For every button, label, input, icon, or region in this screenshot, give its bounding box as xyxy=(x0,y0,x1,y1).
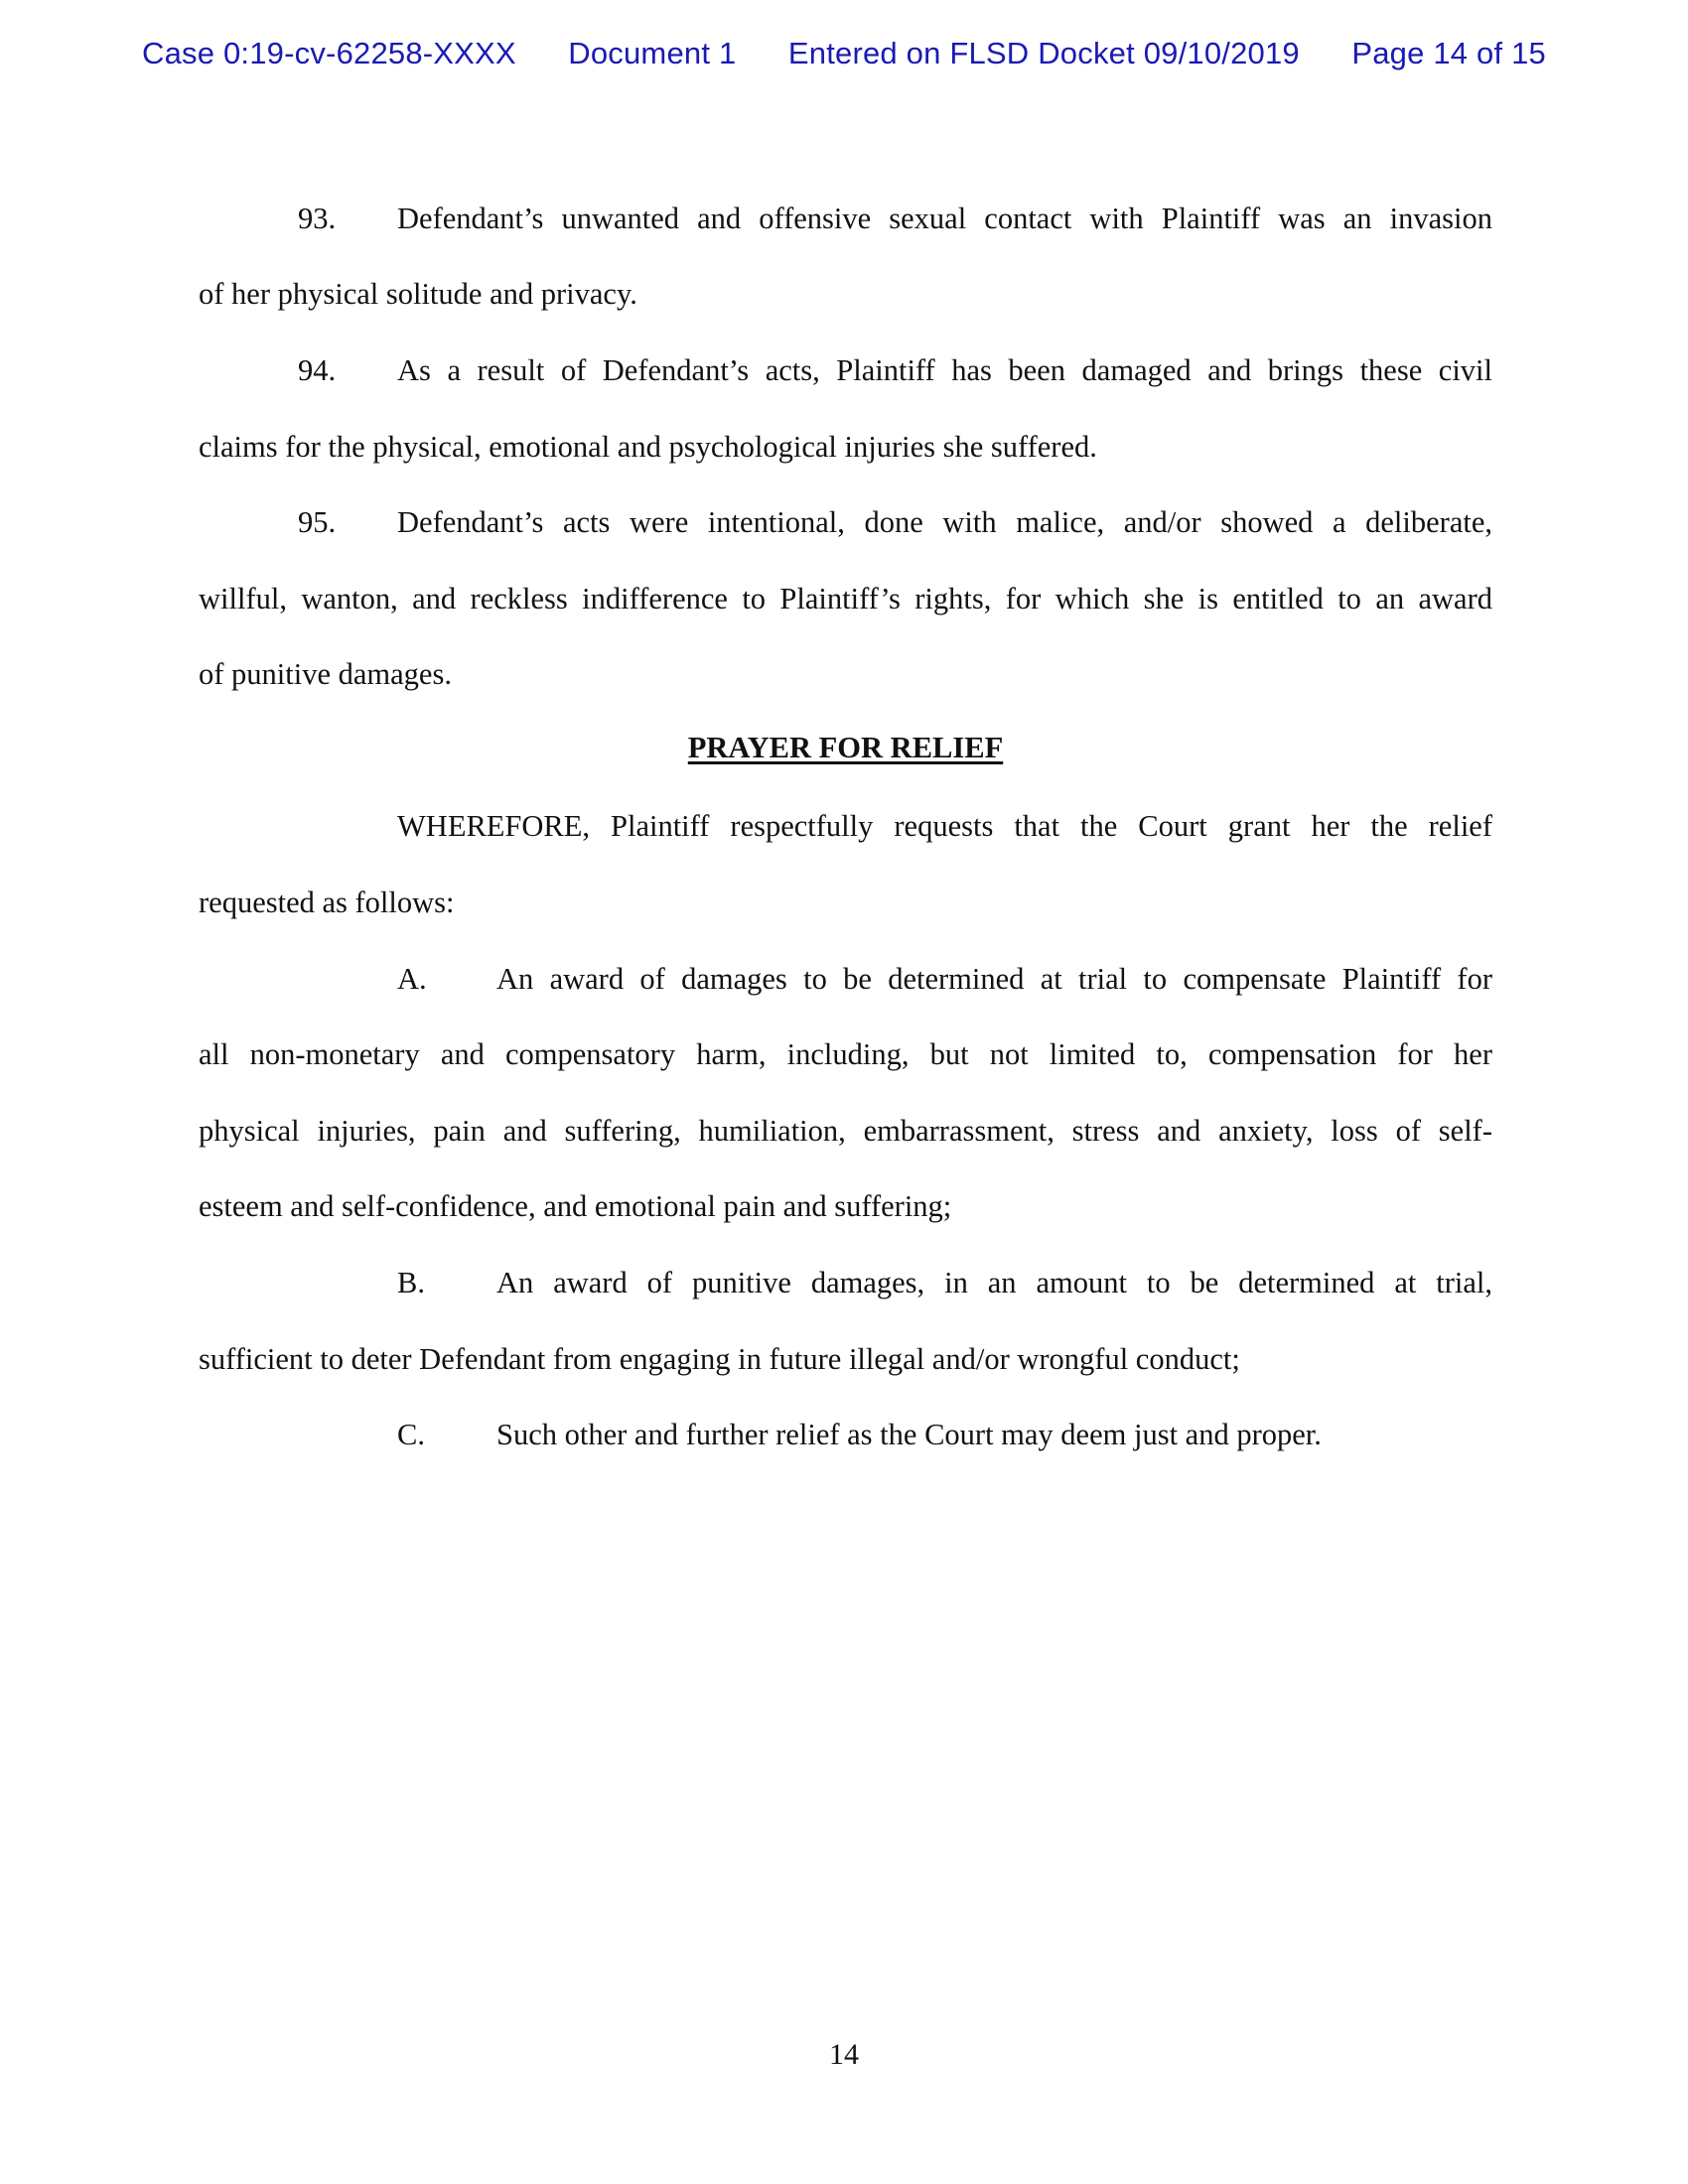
relief-text: An award of punitive damages, in an amount to be determined at trial, xyxy=(496,1266,1492,1299)
prayer-heading: PRAYER FOR RELIEF xyxy=(687,731,1004,764)
paragraph-number: 94. xyxy=(298,353,337,387)
relief-letter: A. xyxy=(397,962,427,996)
paragraph-text: As a result of Defendant’s acts, Plaintiff has been damaged and brings these civil xyxy=(397,353,1492,387)
page-indicator: Page 14 of 15 xyxy=(1351,36,1546,70)
relief-item-b xyxy=(199,1263,1492,1302)
case-number: Case 0:19-cv-62258-XXXX xyxy=(142,36,516,70)
relief-item-a xyxy=(199,959,1492,999)
relief-continuation: physical injuries, pain and suffering, humiliation, embarrassment, stress and anxiety, loss of self- xyxy=(199,1114,1492,1148)
paragraph-number: 95. xyxy=(298,505,337,539)
docket-header xyxy=(142,36,1546,71)
paragraph-text: Defendant’s acts were intentional, done with malice, and/or showed a deliberate, xyxy=(397,505,1492,539)
relief-continuation: all non-monetary and compensatory harm, including, but not limited to, compensation for her xyxy=(199,1037,1492,1071)
relief-letter: C. xyxy=(397,1418,425,1451)
paragraph-text: Defendant’s unwanted and offensive sexual contact with Plaintiff was an invasion xyxy=(397,202,1492,235)
paragraph-95 xyxy=(199,502,1492,542)
relief-text: Such other and further relief as the Court may deem just and proper. xyxy=(496,1418,1322,1451)
paragraph-94 xyxy=(199,350,1492,390)
relief-text: An award of damages to be determined at trial to compensate Plaintiff for xyxy=(496,962,1492,996)
paragraph-continuation: willful, wanton, and reckless indifference to Plaintiff’s rights, for which she is entitled to an award xyxy=(199,582,1492,615)
prayer-intro-text: WHEREFORE, Plaintiff respectfully requests that the Court grant her the relief xyxy=(397,809,1492,843)
prayer-intro xyxy=(199,806,1492,846)
paragraph-continuation: of her physical solitude and privacy. xyxy=(199,277,637,311)
paragraph-93 xyxy=(199,199,1492,238)
prayer-intro-continuation: requested as follows: xyxy=(199,886,455,919)
relief-item-c xyxy=(199,1415,1492,1454)
relief-continuation: esteem and self-confidence, and emotional pain and suffering; xyxy=(199,1189,952,1223)
paragraph-continuation: of punitive damages. xyxy=(199,657,452,691)
relief-continuation: sufficient to deter Defendant from engaging in future illegal and/or wrongful conduct; xyxy=(199,1342,1240,1376)
relief-letter: B. xyxy=(397,1266,425,1299)
page-number: 14 xyxy=(829,2038,859,2071)
document-number: Document 1 xyxy=(568,36,737,70)
paragraph-continuation: claims for the physical, emotional and psychological injuries she suffered. xyxy=(199,430,1097,464)
paragraph-number: 93. xyxy=(298,202,337,235)
entered-date: Entered on FLSD Docket 09/10/2019 xyxy=(787,36,1300,70)
